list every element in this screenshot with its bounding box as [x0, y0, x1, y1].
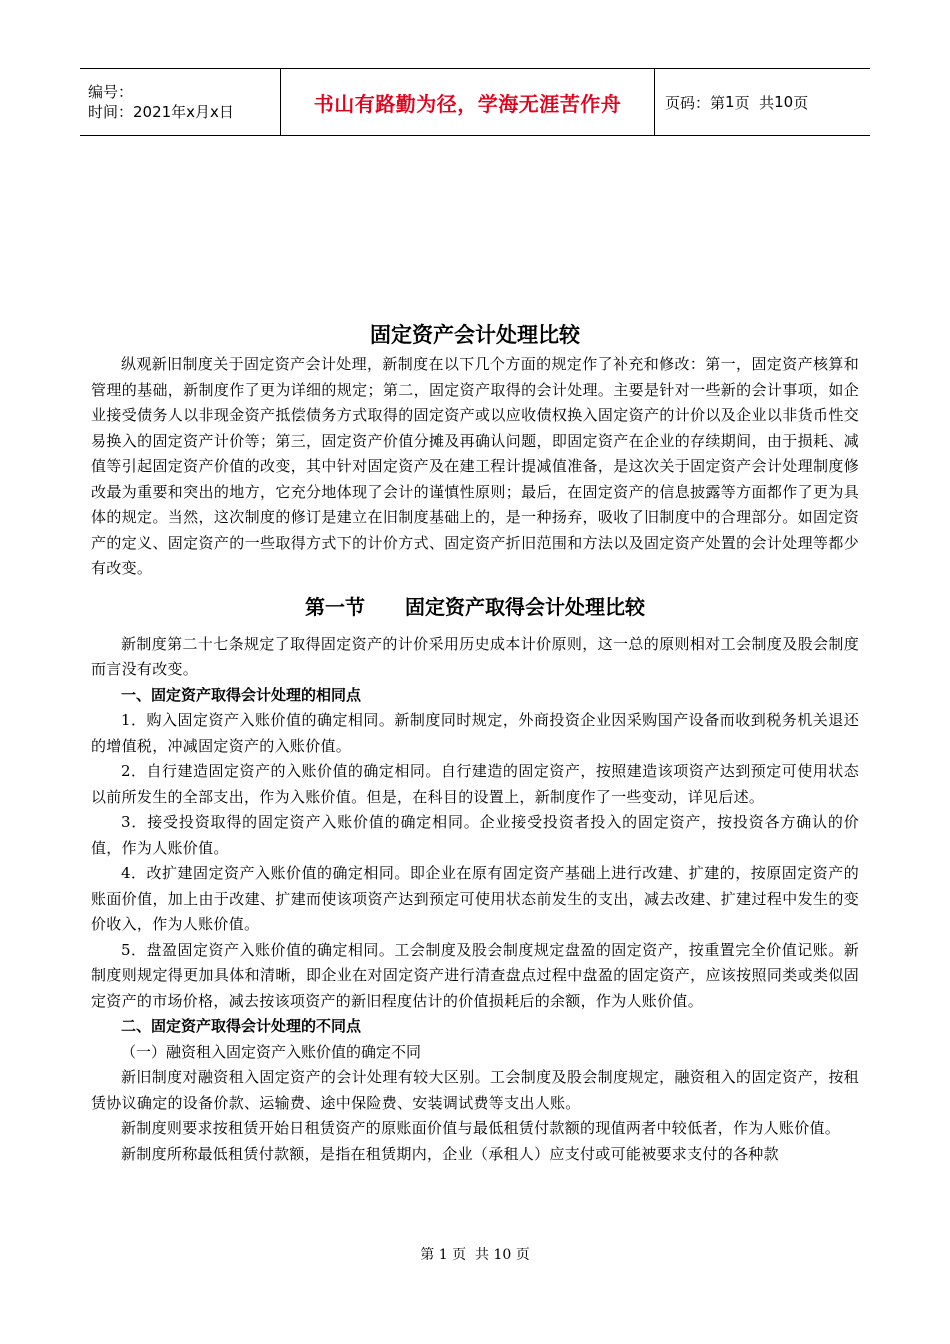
sub-subheading: （一）融资租入固定资产入账价值的确定不同	[121, 1042, 422, 1061]
footer-prefix: 第	[420, 1247, 435, 1263]
section-number: 第一节	[305, 594, 365, 619]
list-item: 3．接受投资取得的固定资产入账价值的确定相同。企业接受投资者投入的固定资产，按投资各方确认的价值，作为人账价值。	[91, 813, 859, 857]
list-item: 5．盘盈固定资产入账价值的确定相同。工会制度及股会制度规定盘盈的固定资产，按重置完全价值记账。新制度则规定得更加具体和清晰，即企业在对固定资产进行清查盘点过程中盘盈的固定资产，应该按照同类或类似固定资产的市场价格，减去按该项资产的新旧程度估计的价值损耗后的余额，作为人账价值。	[91, 940, 859, 1010]
header-page-cell	[655, 69, 870, 135]
date-label: 时间：2021年x月x日	[88, 103, 234, 121]
page-header	[80, 68, 870, 136]
intro-paragraph: 纵观新旧制度关于固定资产会计处理，新制度在以下几个方面的规定作了补充和修改：第一，固定资产核算和管理的基础，新制度作了更为详细的规定；第二，固定资产取得的会计处理。主要是针对一些新的会计事项，如企业接受债务人以非现金资产抵偿债务方式取得的固定资产或以应收债权换入固定资产的计价以及企业以非货币性交易换入的固定资产计价等；第三，固定资产价值分摊及再确认问题，即固定资产在企业的存续期间，由于损耗、减值等引起固定资产价值的改变，其中针对固定资产及在建工程计提减值准备，是这次关于固定资产会计处理制度修改最为重要和突出的地方，它充分地体现了会计的谨慎性原则；最后，在固定资产的信息披露等方面都作了更为具体的规定。当然，这次制度的修订是建立在旧制度基础上的，是一种扬弃，吸收了旧制度中的合理部分。如固定资产的定义、固定资产的一些取得方式下的计价方式、固定资产折旧范围和方法以及固定资产处置的会计处理等都少有改变。	[91, 355, 859, 577]
page-suffix: 页	[793, 93, 809, 112]
document-body	[91, 318, 859, 1167]
page-current: 1	[725, 93, 735, 111]
list-item: 4．改扩建固定资产入账价值的确定相同。即企业在原有固定资产基础上进行改建、扩建的，按原固定资产的账面价值，加上由于改建、扩建而使该项资产达到预定可使用状态前发生的支出，减去改建、扩建过程中发生的变价收入，作为人账价值。	[91, 864, 859, 933]
footer-mid: 页 共	[452, 1247, 489, 1263]
list-item: 2．自行建造固定资产的入账价值的确定相同。自行建造的固定资产，按照建造该项资产达到预定可使用状态以前所发生的全部支出，作为入账价值。但是，在科目的设置上，新制度作了一些变动，详见后述。	[91, 762, 859, 806]
section-title: 固定资产取得会计处理比较	[405, 594, 645, 619]
list-item: 1．购入固定资产入账价值的确定相同。新制度同时规定，外商投资企业因采购国产设备而收到税务机关退还的增值税，冲减固定资产的入账价值。	[91, 711, 859, 755]
footer-total: 10	[493, 1247, 512, 1263]
page-total: 10	[774, 93, 794, 111]
page-mid: 页 共	[734, 93, 775, 112]
header-motto-cell	[280, 69, 655, 135]
footer-suffix: 页	[515, 1247, 530, 1263]
number-label: 编号：	[88, 83, 134, 101]
page-prefix: 页码：第	[665, 93, 726, 112]
motto-text: 书山有路勤为径，学海无涯苦作舟	[313, 91, 622, 116]
subheading-similarities: 一、固定资产取得会计处理的相同点	[121, 685, 362, 704]
header-left-cell	[80, 69, 280, 135]
section-intro-paragraph: 新制度第二十七条规定了取得固定资产的计价采用历史成本计价原则，这一总的原则相对工会制度及股会制度而言没有改变。	[91, 634, 859, 678]
subheading-differences: 二、固定资产取得会计处理的不同点	[121, 1017, 362, 1035]
section-heading	[91, 590, 859, 624]
paragraph: 新制度则要求按租赁开始日租赁资产的原账面价值与最低租赁付款额的现值两者中较低者，作为人账价值。	[121, 1119, 841, 1137]
footer-current: 1	[438, 1247, 448, 1263]
document-title: 固定资产会计处理比较	[370, 323, 580, 347]
paragraph: 新旧制度对融资租入固定资产的会计处理有较大区别。工会制度及股会制度规定，融资租入的固定资产，按租赁协议确定的设备价款、运输费、途中保险费、安装调试费等支出人账。	[91, 1068, 859, 1112]
paragraph: 新制度所称最低租赁付款额，是指在租赁期内，企业（承租人）应支付或可能被要求支付的各种款	[121, 1144, 779, 1163]
page-footer	[0, 1244, 950, 1264]
